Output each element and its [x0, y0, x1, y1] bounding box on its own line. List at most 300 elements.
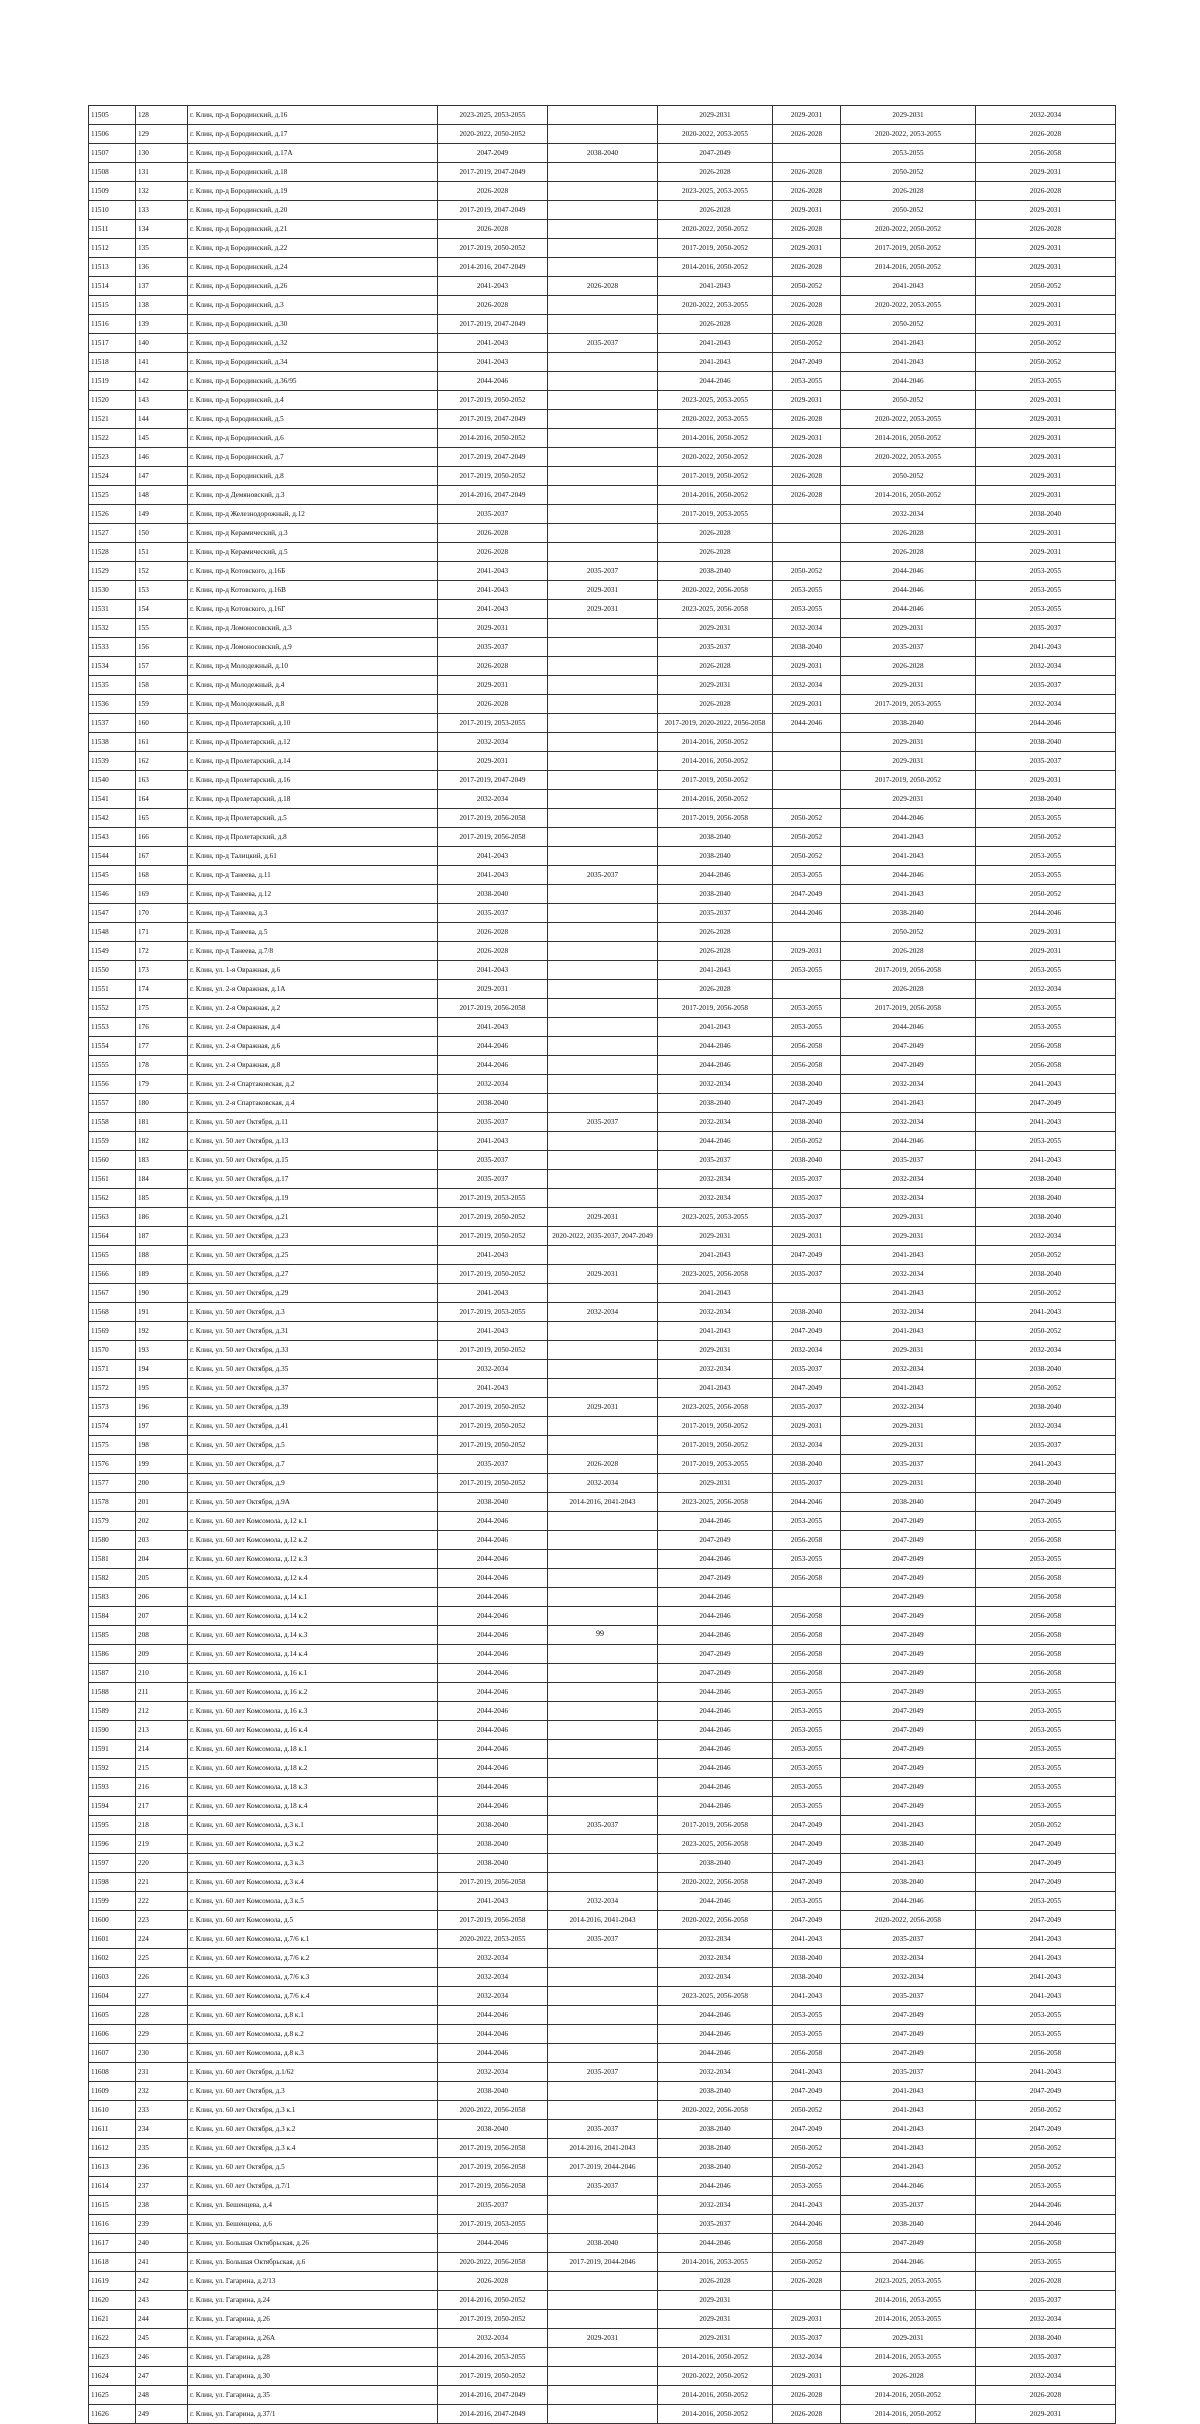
- table-cell: 2020-2022, 2050-2052: [658, 2367, 773, 2386]
- table-cell: 2047-2049: [773, 1816, 841, 1835]
- table-cell: г. Клин, ул. Гагарина, д.35: [188, 2386, 438, 2405]
- table-row: [89, 372, 1116, 391]
- table-cell: 2026-2028: [841, 980, 976, 999]
- table-cell: 2041-2043: [976, 1455, 1116, 1474]
- table-cell: 2023-2025, 2053-2055: [841, 2272, 976, 2291]
- table-cell: 2047-2049: [841, 1702, 976, 1721]
- table-cell: 2041-2043: [976, 1968, 1116, 1987]
- table-cell: 2032-2034: [773, 1341, 841, 1360]
- table-cell: 2035-2037: [976, 1436, 1116, 1455]
- table-cell: 2041-2043: [841, 2139, 976, 2158]
- table-cell: 2044-2046: [658, 372, 773, 391]
- table-cell: г. Клин, пр-д Котовского, д.16Г: [188, 600, 438, 619]
- table-cell: 2014-2016, 2053-2055: [841, 2291, 976, 2310]
- table-cell: 2017-2019, 2050-2052: [658, 771, 773, 790]
- table-cell: 11625: [89, 2386, 136, 2405]
- table-cell: 2026-2028: [438, 923, 548, 942]
- table-cell: [548, 752, 658, 771]
- table-cell: 156: [136, 638, 188, 657]
- table-cell: 2038-2040: [841, 904, 976, 923]
- table-cell: 2020-2022, 2050-2052: [658, 448, 773, 467]
- table-cell: 2032-2034: [841, 1113, 976, 1132]
- table-cell: г. Клин, ул. 60 лет Комсомола, д.16 к.4: [188, 1721, 438, 1740]
- table-cell: 2038-2040: [976, 790, 1116, 809]
- table-row: [89, 600, 1116, 619]
- table-cell: 2044-2046: [658, 1740, 773, 1759]
- table-cell: 2050-2052: [976, 2158, 1116, 2177]
- table-cell: 2026-2028: [976, 2272, 1116, 2291]
- table-cell: г. Клин, пр-д Танеева, д.12: [188, 885, 438, 904]
- table-cell: 2053-2055: [976, 2253, 1116, 2272]
- table-cell: 2020-2022, 2053-2055: [841, 296, 976, 315]
- table-row: [89, 999, 1116, 1018]
- table-cell: 2032-2034: [658, 1360, 773, 1379]
- table-cell: 2029-2031: [976, 258, 1116, 277]
- table-cell: 2014-2016, 2047-2049: [438, 2386, 548, 2405]
- table-cell: 2053-2055: [976, 1683, 1116, 1702]
- table-row: [89, 638, 1116, 657]
- table-cell: 2050-2052: [773, 334, 841, 353]
- table-cell: 2020-2022, 2050-2052: [658, 220, 773, 239]
- table-cell: 2035-2037: [548, 1930, 658, 1949]
- table-cell: 11543: [89, 828, 136, 847]
- table-cell: 2032-2034: [438, 2329, 548, 2348]
- table-cell: 2047-2049: [773, 353, 841, 372]
- table-row: [89, 1189, 1116, 1208]
- table-cell: 2041-2043: [438, 1018, 548, 1037]
- table-cell: 11553: [89, 1018, 136, 1037]
- table-cell: 2044-2046: [976, 714, 1116, 733]
- table-cell: 2026-2028: [548, 277, 658, 296]
- table-cell: 2026-2028: [841, 524, 976, 543]
- table-cell: г. Клин, ул. 50 лет Октября, д.29: [188, 1284, 438, 1303]
- table-cell: 2017-2019, 2047-2049: [438, 771, 548, 790]
- table-cell: 2017-2019, 2053-2055: [438, 714, 548, 733]
- table-cell: 11535: [89, 676, 136, 695]
- table-cell: 188: [136, 1246, 188, 1265]
- page-number: 99: [596, 1629, 604, 1638]
- table-cell: 2014-2016, 2050-2052: [841, 486, 976, 505]
- table-cell: 2029-2031: [773, 657, 841, 676]
- table-cell: 2017-2019, 2050-2052: [438, 1265, 548, 1284]
- table-cell: 233: [136, 2101, 188, 2120]
- table-cell: 142: [136, 372, 188, 391]
- table-cell: 2044-2046: [773, 904, 841, 923]
- table-cell: 215: [136, 1759, 188, 1778]
- table-cell: [548, 410, 658, 429]
- table-cell: 2044-2046: [773, 2215, 841, 2234]
- table-cell: 136: [136, 258, 188, 277]
- table-row: [89, 2367, 1116, 2386]
- table-cell: 2053-2055: [773, 1892, 841, 1911]
- table-cell: 2044-2046: [438, 1037, 548, 1056]
- table-cell: г. Клин, пр-д Бородинский, д.8: [188, 467, 438, 486]
- table-row: [89, 2063, 1116, 2082]
- table-cell: г. Клин, ул. 50 лет Октября, д.25: [188, 1246, 438, 1265]
- table-cell: 2029-2031: [976, 391, 1116, 410]
- table-cell: 2041-2043: [841, 277, 976, 296]
- table-cell: 2038-2040: [773, 1949, 841, 1968]
- table-cell: 2026-2028: [548, 1455, 658, 1474]
- table-row: [89, 2348, 1116, 2367]
- table-cell: 2053-2055: [976, 1702, 1116, 1721]
- table-row: [89, 220, 1116, 239]
- table-cell: 2032-2034: [438, 1968, 548, 1987]
- table-cell: 2026-2028: [773, 2272, 841, 2291]
- table-cell: 11610: [89, 2101, 136, 2120]
- table-cell: 11603: [89, 1968, 136, 1987]
- table-cell: 2017-2019, 2050-2052: [438, 239, 548, 258]
- table-cell: г. Клин, ул. Большая Октябрьская, д.26: [188, 2234, 438, 2253]
- table-cell: 2047-2049: [841, 1740, 976, 1759]
- table-row: [89, 334, 1116, 353]
- table-row: [89, 1987, 1116, 2006]
- table-cell: 2044-2046: [658, 2044, 773, 2063]
- table-cell: 2047-2049: [658, 1569, 773, 1588]
- table-row: [89, 961, 1116, 980]
- table-cell: 2044-2046: [841, 2177, 976, 2196]
- table-cell: [548, 1379, 658, 1398]
- table-cell: 2044-2046: [658, 1550, 773, 1569]
- table-cell: 11505: [89, 106, 136, 125]
- table-cell: [548, 1607, 658, 1626]
- table-cell: 2017-2019, 2050-2052: [841, 771, 976, 790]
- table-cell: 11559: [89, 1132, 136, 1151]
- table-cell: 2017-2019, 2056-2058: [438, 999, 548, 1018]
- table-cell: 231: [136, 2063, 188, 2082]
- table-cell: 11582: [89, 1569, 136, 1588]
- table-cell: 2053-2055: [976, 1721, 1116, 1740]
- table-cell: г. Клин, ул. 60 лет Октября, д.7/1: [188, 2177, 438, 2196]
- table-cell: 2032-2034: [841, 1303, 976, 1322]
- table-cell: 11556: [89, 1075, 136, 1094]
- table-cell: 2035-2037: [548, 562, 658, 581]
- table-cell: 2041-2043: [438, 277, 548, 296]
- table-cell: [548, 296, 658, 315]
- table-cell: 2044-2046: [658, 1721, 773, 1740]
- table-cell: 2029-2031: [438, 980, 548, 999]
- table-cell: 11557: [89, 1094, 136, 1113]
- table-cell: 2035-2037: [548, 1113, 658, 1132]
- table-cell: 11541: [89, 790, 136, 809]
- table-cell: 2023-2025, 2053-2055: [438, 106, 548, 125]
- table-cell: 2038-2040: [841, 1835, 976, 1854]
- table-cell: г. Клин, ул. 60 лет Комсомола, д.3 к.5: [188, 1892, 438, 1911]
- table-row: [89, 410, 1116, 429]
- table-cell: 2038-2040: [548, 2234, 658, 2253]
- table-cell: 11598: [89, 1873, 136, 1892]
- table-cell: 244: [136, 2310, 188, 2329]
- table-row: [89, 277, 1116, 296]
- table-cell: 247: [136, 2367, 188, 2386]
- table-cell: 181: [136, 1113, 188, 1132]
- table-cell: 2029-2031: [773, 239, 841, 258]
- table-row: [89, 1474, 1116, 1493]
- table-cell: 11565: [89, 1246, 136, 1265]
- table-cell: 11512: [89, 239, 136, 258]
- table-cell: 2050-2052: [841, 467, 976, 486]
- table-cell: [548, 1664, 658, 1683]
- table-cell: 167: [136, 847, 188, 866]
- table-cell: 11551: [89, 980, 136, 999]
- table-cell: 189: [136, 1265, 188, 1284]
- table-row: [89, 2120, 1116, 2139]
- schedule-table: [88, 105, 1116, 2424]
- table-cell: 2026-2028: [773, 220, 841, 239]
- table-cell: 2026-2028: [773, 258, 841, 277]
- table-cell: 2026-2028: [841, 657, 976, 676]
- table-cell: 2029-2031: [976, 2405, 1116, 2424]
- table-cell: 2044-2046: [976, 2196, 1116, 2215]
- table-cell: г. Клин, ул. 50 лет Октября, д.37: [188, 1379, 438, 1398]
- table-cell: 2026-2028: [841, 182, 976, 201]
- table-cell: 11618: [89, 2253, 136, 2272]
- table-cell: 2041-2043: [976, 1303, 1116, 1322]
- table-cell: 2026-2028: [976, 2386, 1116, 2405]
- table-cell: 2044-2046: [438, 1626, 548, 1645]
- table-row: [89, 1569, 1116, 1588]
- table-cell: 224: [136, 1930, 188, 1949]
- table-cell: г. Клин, пр-д Бородинский, д.5: [188, 410, 438, 429]
- table-row: [89, 695, 1116, 714]
- table-cell: 11533: [89, 638, 136, 657]
- table-cell: 2029-2031: [773, 391, 841, 410]
- table-cell: 2017-2019, 2050-2052: [438, 467, 548, 486]
- table-cell: 2056-2058: [773, 1037, 841, 1056]
- table-cell: 2038-2040: [658, 2139, 773, 2158]
- table-cell: 2047-2049: [841, 2025, 976, 2044]
- table-cell: 2044-2046: [438, 1569, 548, 1588]
- table-cell: [548, 2348, 658, 2367]
- table-cell: 245: [136, 2329, 188, 2348]
- table-cell: 2041-2043: [658, 1284, 773, 1303]
- table-cell: 2053-2055: [773, 961, 841, 980]
- table-cell: 2047-2049: [976, 1094, 1116, 1113]
- table-cell: 2032-2034: [841, 1360, 976, 1379]
- table-cell: 11561: [89, 1170, 136, 1189]
- table-cell: [548, 2386, 658, 2405]
- table-cell: 11574: [89, 1417, 136, 1436]
- table-cell: 2029-2031: [548, 1265, 658, 1284]
- table-cell: 2044-2046: [438, 1531, 548, 1550]
- table-cell: 2050-2052: [976, 277, 1116, 296]
- table-cell: 2041-2043: [438, 1284, 548, 1303]
- table-cell: 2044-2046: [841, 866, 976, 885]
- table-cell: [773, 733, 841, 752]
- table-cell: г. Клин, ул. 60 лет Октября, д.3 к.1: [188, 2101, 438, 2120]
- table-cell: [548, 1284, 658, 1303]
- table-cell: 2035-2037: [841, 1987, 976, 2006]
- table-cell: 11578: [89, 1493, 136, 1512]
- table-cell: 2017-2019, 2050-2052: [658, 1417, 773, 1436]
- table-cell: 2041-2043: [841, 885, 976, 904]
- table-cell: 2044-2046: [773, 1493, 841, 1512]
- table-cell: [548, 1037, 658, 1056]
- table-row: [89, 1550, 1116, 1569]
- table-row: [89, 771, 1116, 790]
- table-cell: 2026-2028: [438, 543, 548, 562]
- table-cell: 11531: [89, 600, 136, 619]
- table-cell: 2017-2019, 2053-2055: [438, 2215, 548, 2234]
- table-cell: 2020-2022, 2056-2058: [658, 2101, 773, 2120]
- table-cell: 2017-2019, 2050-2052: [438, 1417, 548, 1436]
- table-cell: 11558: [89, 1113, 136, 1132]
- table-cell: г. Клин, ул. 50 лет Октября, д.21: [188, 1208, 438, 1227]
- table-cell: г. Клин, пр-д Бородинский, д.21: [188, 220, 438, 239]
- table-cell: 2041-2043: [841, 2082, 976, 2101]
- table-cell: г. Клин, пр-д Бородинский, д.24: [188, 258, 438, 277]
- table-cell: 2035-2037: [438, 505, 548, 524]
- table-cell: [773, 980, 841, 999]
- table-cell: 216: [136, 1778, 188, 1797]
- table-row: [89, 1607, 1116, 1626]
- table-cell: 11527: [89, 524, 136, 543]
- table-cell: 2026-2028: [773, 2405, 841, 2424]
- table-row: [89, 942, 1116, 961]
- table-cell: 148: [136, 486, 188, 505]
- table-cell: 2029-2031: [841, 1436, 976, 1455]
- table-cell: 2038-2040: [438, 885, 548, 904]
- table-cell: 2050-2052: [976, 1322, 1116, 1341]
- table-cell: 2032-2034: [438, 1987, 548, 2006]
- table-cell: [548, 1056, 658, 1075]
- table-row: [89, 2310, 1116, 2329]
- table-cell: 2038-2040: [976, 1474, 1116, 1493]
- table-cell: г. Клин, ул. 50 лет Октября, д.11: [188, 1113, 438, 1132]
- table-cell: 11575: [89, 1436, 136, 1455]
- table-cell: г. Клин, пр-д Пролетарский, д.18: [188, 790, 438, 809]
- table-cell: 2044-2046: [438, 1550, 548, 1569]
- table-cell: г. Клин, ул. 60 лет Октября, д.3 к.2: [188, 2120, 438, 2139]
- table-cell: [548, 1246, 658, 1265]
- table-row: [89, 1303, 1116, 1322]
- table-cell: 2032-2034: [658, 2063, 773, 2082]
- table-cell: 2035-2037: [976, 2291, 1116, 2310]
- table-cell: 11602: [89, 1949, 136, 1968]
- table-cell: 2020-2022, 2053-2055: [658, 125, 773, 144]
- table-cell: 2017-2019, 2050-2052: [438, 1474, 548, 1493]
- table-cell: 196: [136, 1398, 188, 1417]
- table-cell: 2056-2058: [773, 1645, 841, 1664]
- table-cell: 2053-2055: [976, 2025, 1116, 2044]
- table-cell: 2038-2040: [841, 714, 976, 733]
- table-cell: 2017-2019, 2047-2049: [438, 410, 548, 429]
- table-cell: г. Клин, ул. 60 лет Комсомола, д.18 к.2: [188, 1759, 438, 1778]
- table-cell: 2032-2034: [841, 1398, 976, 1417]
- table-cell: 11623: [89, 2348, 136, 2367]
- table-cell: [548, 2101, 658, 2120]
- table-row: [89, 296, 1116, 315]
- table-cell: 2029-2031: [773, 2310, 841, 2329]
- table-cell: 2035-2037: [773, 1474, 841, 1493]
- table-cell: 151: [136, 543, 188, 562]
- table-cell: 11624: [89, 2367, 136, 2386]
- table-cell: [773, 543, 841, 562]
- table-cell: 2041-2043: [658, 334, 773, 353]
- table-cell: 2035-2037: [773, 1265, 841, 1284]
- table-cell: 11519: [89, 372, 136, 391]
- table-cell: 221: [136, 1873, 188, 1892]
- table-cell: 2038-2040: [658, 1854, 773, 1873]
- table-cell: 2044-2046: [438, 1797, 548, 1816]
- table-cell: [548, 2025, 658, 2044]
- table-cell: 202: [136, 1512, 188, 1531]
- table-cell: 2041-2043: [438, 600, 548, 619]
- table-cell: 11615: [89, 2196, 136, 2215]
- table-cell: 2035-2037: [658, 904, 773, 923]
- table-cell: 2044-2046: [841, 600, 976, 619]
- table-cell: 164: [136, 790, 188, 809]
- table-cell: 2044-2046: [658, 1626, 773, 1645]
- table-cell: 220: [136, 1854, 188, 1873]
- table-cell: 2038-2040: [773, 1113, 841, 1132]
- table-cell: 2020-2022, 2050-2052: [841, 220, 976, 239]
- table-cell: [548, 980, 658, 999]
- table-row: [89, 828, 1116, 847]
- table-cell: 2029-2031: [548, 1398, 658, 1417]
- table-cell: 11526: [89, 505, 136, 524]
- table-cell: 2050-2052: [976, 334, 1116, 353]
- table-row: [89, 486, 1116, 505]
- table-cell: 2041-2043: [658, 961, 773, 980]
- table-cell: 2044-2046: [438, 1759, 548, 1778]
- table-cell: 2017-2019, 2050-2052: [438, 1341, 548, 1360]
- table-cell: 2041-2043: [841, 2120, 976, 2139]
- table-row: [89, 1398, 1116, 1417]
- table-cell: 2035-2037: [548, 2120, 658, 2139]
- table-cell: 11554: [89, 1037, 136, 1056]
- table-row: [89, 201, 1116, 220]
- table-row: [89, 1664, 1116, 1683]
- table-cell: 2014-2016, 2050-2052: [841, 429, 976, 448]
- table-cell: г. Клин, пр-д Керамический, д.5: [188, 543, 438, 562]
- table-cell: 2047-2049: [841, 1588, 976, 1607]
- table-cell: 2056-2058: [976, 1626, 1116, 1645]
- table-row: [89, 752, 1116, 771]
- table-cell: [548, 505, 658, 524]
- table-cell: 2041-2043: [438, 562, 548, 581]
- table-cell: 2038-2040: [773, 1075, 841, 1094]
- table-cell: 2047-2049: [773, 1094, 841, 1113]
- table-cell: 11600: [89, 1911, 136, 1930]
- table-cell: [548, 391, 658, 410]
- table-cell: 11534: [89, 657, 136, 676]
- table-cell: 2041-2043: [438, 1892, 548, 1911]
- table-cell: 2035-2037: [841, 638, 976, 657]
- table-cell: 2032-2034: [438, 790, 548, 809]
- table-cell: 11621: [89, 2310, 136, 2329]
- table-cell: 11609: [89, 2082, 136, 2101]
- table-cell: 2050-2052: [841, 391, 976, 410]
- table-row: [89, 809, 1116, 828]
- table-cell: [548, 999, 658, 1018]
- table-cell: 2053-2055: [773, 600, 841, 619]
- table-cell: [548, 1987, 658, 2006]
- table-cell: 2044-2046: [438, 1721, 548, 1740]
- table-cell: 2050-2052: [773, 809, 841, 828]
- table-cell: 2041-2043: [438, 334, 548, 353]
- table-cell: 2044-2046: [841, 1892, 976, 1911]
- table-cell: г. Клин, ул. 60 лет Комсомола, д.8 к.3: [188, 2044, 438, 2063]
- table-cell: г. Клин, пр-д Пролетарский, д.10: [188, 714, 438, 733]
- table-cell: 2017-2019, 2050-2052: [438, 1208, 548, 1227]
- table-cell: 175: [136, 999, 188, 1018]
- table-cell: 2035-2037: [841, 2063, 976, 2082]
- table-cell: 11522: [89, 429, 136, 448]
- table-cell: 184: [136, 1170, 188, 1189]
- table-cell: 2026-2028: [658, 2272, 773, 2291]
- table-cell: г. Клин, ул. Бешенцева, д.6: [188, 2215, 438, 2234]
